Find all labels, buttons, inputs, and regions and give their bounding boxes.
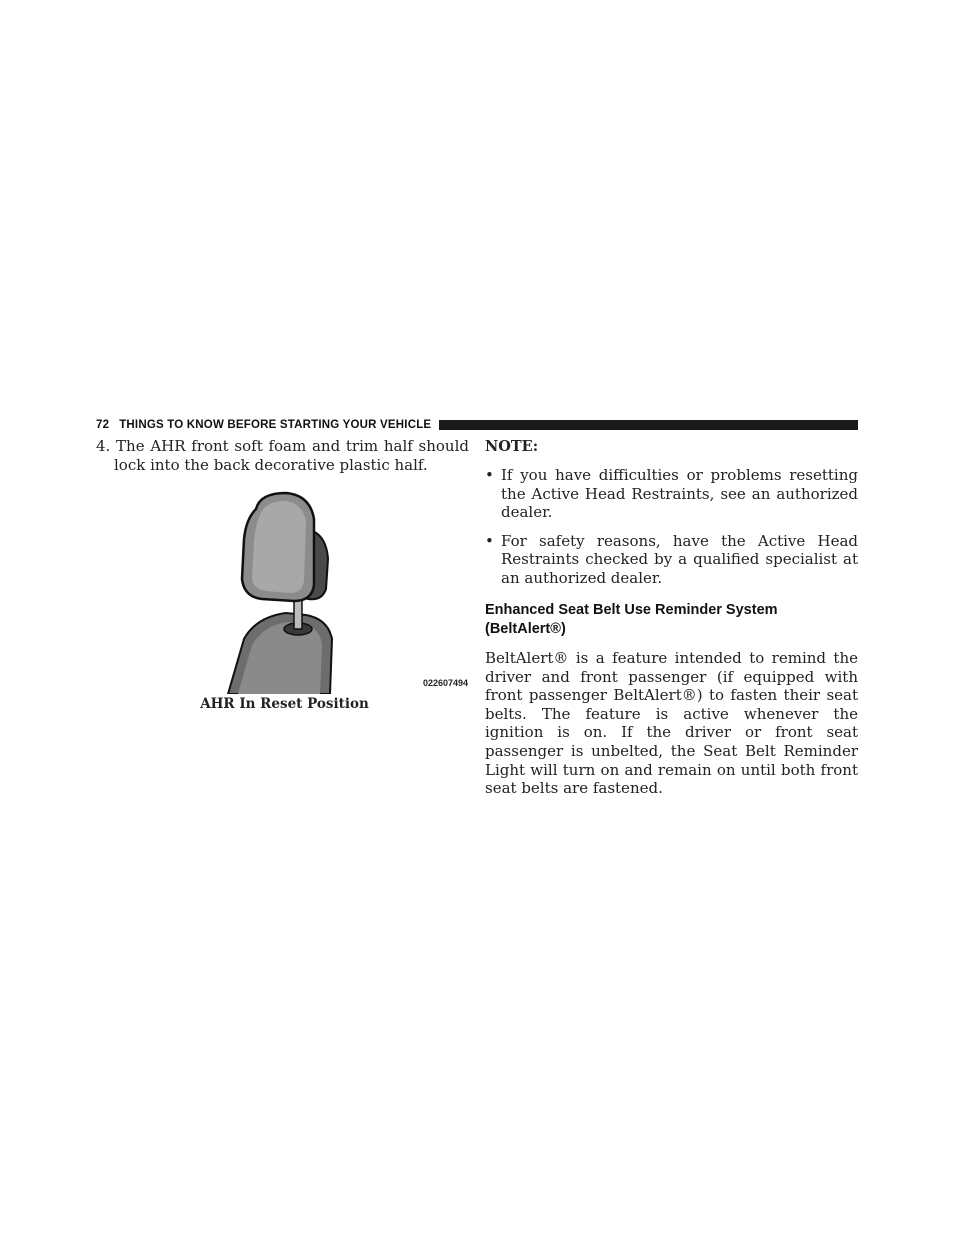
bullet-dot-icon: • (485, 531, 494, 550)
left-column (96, 437, 469, 712)
figure-caption: AHR In Reset Position (200, 696, 369, 712)
page-number: 72 (96, 419, 110, 431)
header-rule (439, 420, 858, 430)
step-4: 4. The AHR front soft foam and trim half should lock into the back decorative plastic half. (96, 437, 469, 474)
note-bullet (485, 466, 858, 522)
head-restraint-figure (216, 489, 466, 694)
note-label: NOTE: (485, 438, 539, 455)
bullet-dot-icon: • (485, 466, 494, 484)
beltalert-paragraph: BeltAlert® is a feature intended to remind the driver and front passenger (if equipped with front passenger BeltAlert®) to fasten their seat belts. The feature is active whenever the ignition is on. If the driver or front seat passenger is unbelted, the Seat Belt Reminder Light will turn on and remain on until both front seat belts are fastened. (485, 649, 858, 798)
bullet-text: If you have difficulties or problems resetting the Active Head Restraints, see an authorized dealer. (501, 466, 858, 521)
head-restraint-illustration (216, 489, 466, 694)
section-title: THINGS TO KNOW BEFORE STARTING YOUR VEHICLE (119, 419, 432, 431)
page-header (96, 416, 858, 434)
bullet-text: For safety reasons, have the Active Head Restraints checked by a qualified specialist at an authorized dealer. (501, 531, 858, 587)
note-bullet (485, 532, 858, 588)
right-column (485, 437, 858, 798)
section-subheading: Enhanced Seat Belt Use Reminder System (BeltAlert®) (485, 602, 778, 637)
figure-code: 022607494 (422, 678, 468, 688)
